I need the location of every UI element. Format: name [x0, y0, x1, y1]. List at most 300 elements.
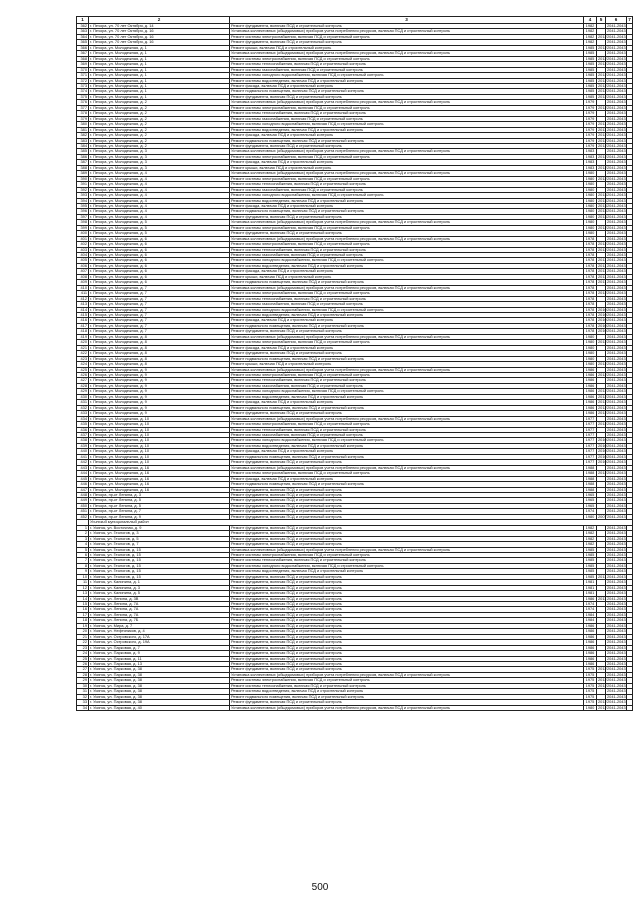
build-year-cell: 1983: [584, 165, 597, 170]
last-repair-year-cell: 2010: [598, 437, 607, 443]
address-cell: г. Печора, ул. Молодежная, д. 3: [89, 154, 230, 159]
work-type-cell: Ремонт системы газоснабжения, включая ПСД и строительный контроль: [230, 187, 584, 192]
build-year-cell: 1975: [584, 689, 597, 694]
address-cell: г. Печора, ул. Молодежная, д. 1: [89, 89, 230, 94]
address-cell: г. Печора, ул. Молодежная, д. 10: [89, 427, 230, 432]
planned-period-cell: 2041-2043: [607, 486, 626, 492]
build-year-cell: 1982: [584, 40, 597, 45]
planned-period-cell: 2041-2043: [607, 208, 626, 214]
build-year-cell: 1978: [584, 280, 597, 285]
build-year-cell: 1986: [584, 400, 597, 405]
work-type-cell: Ремонт фундамента, включая ПСД и строительный контроль: [230, 640, 584, 645]
row-number: 16: [77, 607, 89, 612]
address-cell: г. Печора, пр-кт Ленина, д. 9: [89, 514, 230, 519]
planned-period-cell: 2041-2043: [607, 333, 626, 339]
build-year-cell: 1977: [584, 460, 597, 465]
build-year-cell: 1985: [584, 89, 597, 94]
work-type-cell: Ремонт подвального помещения, включая ПСД и строительный контроль: [230, 405, 584, 410]
last-repair-year-cell: 2007: [598, 513, 607, 519]
row-number: 381: [77, 127, 89, 132]
planned-period-cell: 2041-2043: [607, 126, 626, 132]
address-cell: г. Печора, пр-кт Ленина, д. 7: [89, 509, 230, 514]
planned-period-cell: 2041-2043: [607, 44, 626, 50]
build-year-cell: 1978: [584, 269, 597, 274]
work-type-cell: Ремонт подвального помещения, включая ПСД и строительный контроль: [230, 694, 584, 699]
build-year-cell: 1980: [584, 203, 597, 208]
address-cell: г. Печора, ул. Молодежная, д. 7: [89, 329, 230, 334]
work-type-cell: Ремонт системы газоснабжения, включая ПСД и строительный контроль: [230, 116, 584, 121]
work-type-cell: Ремонт фасада, включая ПСД и строительный контроль: [230, 83, 584, 88]
build-year-cell: 1986: [584, 405, 597, 410]
work-type-cell: Ремонт системы теплоснабжения, включая ПСД и строительный контроль: [230, 62, 584, 67]
row-number: 380: [77, 122, 89, 127]
column-header-2: 2: [89, 17, 230, 24]
address-cell: г. Печора, ул. 70 лет Октября, д. 14: [89, 24, 230, 29]
row-number: 27: [77, 667, 89, 672]
build-year-cell: 1980: [584, 340, 597, 345]
build-year-cell: 1986: [584, 634, 597, 639]
planned-period-cell: 2041-2043: [607, 415, 626, 421]
planned-period-cell: 2041-2043: [607, 693, 626, 699]
last-repair-year-cell: 2012: [598, 82, 607, 88]
build-year-cell: 1979: [584, 116, 597, 121]
capital-repair-table: [76, 16, 633, 711]
build-year-cell: 1980: [584, 176, 597, 181]
row-number: 451: [77, 509, 89, 514]
planned-period-cell: 2041-2043: [607, 590, 626, 596]
row-number: 10: [77, 574, 89, 579]
planned-period-cell: 2041-2043: [607, 268, 626, 274]
row-number: 389: [77, 171, 89, 176]
work-type-cell: Ремонт подвального помещения, включая ПСД и строительный контроль: [230, 138, 584, 143]
row-number: 3: [77, 536, 89, 541]
address-cell: г. Печора, ул. Молодежная, д. 10: [89, 449, 230, 454]
build-year-cell: 1978: [584, 242, 597, 247]
build-year-cell: 1978: [584, 263, 597, 268]
build-year-cell: 1980: [584, 193, 597, 198]
planned-period-cell: 2041-2043: [607, 682, 626, 688]
planned-period-cell: 2041-2043: [607, 121, 626, 127]
planned-period-cell: 2041-2043: [607, 142, 626, 148]
column-header-1: 1: [77, 17, 89, 24]
build-year-cell: 1980: [584, 220, 597, 225]
planned-period-cell: 2041-2043: [607, 382, 626, 388]
row-number: 367: [77, 51, 89, 56]
work-type-cell: Ремонт системы холодного водоснабжения, включая ПСД и строительный контроль: [230, 193, 584, 198]
build-year-cell: 1978: [584, 253, 597, 258]
work-type-cell: Ремонт системы холодного водоснабжения, включая ПСД и строительный контроль: [230, 563, 584, 568]
planned-period-cell: 2041-2043: [607, 230, 626, 236]
row-number: 405: [77, 258, 89, 263]
last-repair-year-cell: 2012: [598, 339, 607, 345]
address-cell: г. Печора, ул. Молодежная, д. 5: [89, 220, 230, 225]
work-type-cell: Ремонт фундамента, включая ПСД и строительный контроль: [230, 574, 584, 579]
address-cell: г. Печора, ул. Молодежная, д. 9: [89, 367, 230, 372]
planned-period-cell: 2041-2043: [607, 617, 626, 623]
build-year-cell: 1977: [584, 416, 597, 421]
build-year-cell: 1979: [584, 133, 597, 138]
address-cell: г. Усинск, ул. Геологов, д. 7: [89, 542, 230, 547]
build-year-cell: 1985: [584, 552, 597, 557]
address-cell: г. Усинск, ул. Геологов, д. 5: [89, 536, 230, 541]
last-repair-year-cell: 2012: [598, 224, 607, 230]
planned-period-cell: 2041-2043: [607, 497, 626, 503]
row-number: 365: [77, 40, 89, 45]
work-type-cell: Установка коллективных (общедомовых) приборов учета потребления ресурсов, включая ПСД и строительный контроль: [230, 547, 584, 552]
planned-period-cell: 2041-2043: [607, 704, 626, 710]
build-year-cell: 1982: [584, 34, 597, 39]
address-cell: г. Усинск, ул. Парковая, д. 40: [89, 705, 230, 710]
planned-period-cell: 2041-2043: [607, 513, 626, 519]
row-number: 449: [77, 498, 89, 503]
row-number: 6: [77, 552, 89, 557]
work-type-cell: Ремонт фундамента, включая ПСД и строительный контроль: [230, 585, 584, 590]
work-type-cell: Установка коллективных (общедомовых) приборов учета потребления ресурсов, включая ПСД и строительный контроль: [230, 171, 584, 176]
build-year-cell: 1977: [584, 432, 597, 437]
row-number: 30: [77, 683, 89, 688]
address-cell: г. Печора, ул. Молодежная, д. 1: [89, 83, 230, 88]
planned-period-cell: 2041-2043: [607, 322, 626, 328]
row-number: 444: [77, 471, 89, 476]
build-year-cell: 1985: [584, 83, 597, 88]
build-year-cell: 1985: [584, 94, 597, 99]
work-type-cell: Ремонт фундамента, включая ПСД и строительный контроль: [230, 509, 584, 514]
address-cell: г. Усинск, ул. Геологов, д. 15: [89, 569, 230, 574]
address-cell: г. Печора, ул. Молодежная, д. 2: [89, 105, 230, 110]
address-cell: г. Печора, ул. Молодежная, д. 4: [89, 193, 230, 198]
row-number: 413: [77, 302, 89, 307]
address-cell: г. Усинск, ул. Парковая, д. 38: [89, 667, 230, 672]
address-cell: г. Усинск, ул. Геологов, д. 3: [89, 531, 230, 536]
work-type-cell: Ремонт фундамента, включая ПСД и строительный контроль: [230, 24, 584, 29]
row-number: 11: [77, 580, 89, 585]
address-cell: г. Печора, ул. Молодежная, д. 1: [89, 78, 230, 83]
build-year-cell: 1980: [584, 514, 597, 519]
last-repair-year-cell: 2012: [598, 666, 607, 672]
address-cell: г. Печора, пр-кт Ленина, д. 5: [89, 503, 230, 508]
build-year-cell: 1982: [584, 525, 597, 530]
planned-period-cell: 2041-2043: [607, 661, 626, 667]
address-cell: г. Печора, ул. Молодежная, д. 4: [89, 176, 230, 181]
planned-period-cell: 2041-2043: [607, 655, 626, 661]
build-year-cell: 1980: [584, 182, 597, 187]
build-year-cell: 1975: [584, 667, 597, 672]
address-cell: г. Печора, ул. Молодежная, д. 7: [89, 323, 230, 328]
work-type-cell: Ремонт системы водоотведения, включая ПСД и строительный контроль: [230, 78, 584, 83]
build-year-cell: 1978: [584, 274, 597, 279]
build-year-cell: 1982: [584, 542, 597, 547]
work-type-cell: Ремонт фундамента, включая ПСД и строительный контроль: [230, 596, 584, 601]
planned-period-cell: 2041-2043: [607, 459, 626, 465]
address-cell: г. Печора, ул. Молодежная, д. 3: [89, 149, 230, 154]
row-number: 440: [77, 449, 89, 454]
address-cell: г. Печора, ул. 70 лет Октября, д. 16: [89, 40, 230, 45]
address-cell: г. Печора, ул. Молодежная, д. 7: [89, 296, 230, 301]
last-repair-year-cell: 2010: [598, 442, 607, 448]
row-number: 396: [77, 209, 89, 214]
last-repair-year-cell: 2012: [598, 175, 607, 181]
address-cell: г. Печора, ул. Молодежная, д. 2: [89, 122, 230, 127]
work-type-cell: Ремонт фундамента, включая ПСД и строительный контроль: [230, 656, 584, 661]
row-number: 391: [77, 182, 89, 187]
address-cell: г. Усинск, ул. Островского, д. 19А: [89, 640, 230, 645]
build-year-cell: 1977: [584, 443, 597, 448]
row-number: 388: [77, 165, 89, 170]
build-year-cell: 1986: [584, 411, 597, 416]
build-year-cell: 1985: [584, 56, 597, 61]
build-year-cell: 1985: [584, 62, 597, 67]
planned-period-cell: 2041-2043: [607, 350, 626, 356]
build-year-cell: 1980: [584, 225, 597, 230]
planned-period-cell: 2041-2043: [607, 491, 626, 497]
address-cell: г. Усинск, ул. Парковая, д. 9: [89, 651, 230, 656]
row-number: 19: [77, 623, 89, 628]
work-type-cell: Ремонт системы холодного водоснабжения, включая ПСД и строительный контроль: [230, 73, 584, 78]
planned-period-cell: 2041-2043: [607, 159, 626, 165]
build-year-cell: 1977: [584, 454, 597, 459]
note-cell: [627, 705, 633, 710]
address-cell: г. Печора, ул. Молодежная, д. 8: [89, 351, 230, 356]
address-cell: г. Печора, ул. Молодежная, д. 16: [89, 482, 230, 487]
work-type-cell: Ремонт фасада, включая ПСД и строительный контроль: [230, 345, 584, 350]
address-cell: г. Печора, ул. Молодежная, д. 16: [89, 476, 230, 481]
work-type-cell: Ремонт фундамента, включая ПСД и строительный контроль: [230, 492, 584, 497]
row-number: 22: [77, 640, 89, 645]
work-type-cell: Ремонт системы электроснабжения, включая ПСД и строительный контроль: [230, 678, 584, 683]
build-year-cell: 1985: [584, 67, 597, 72]
work-type-cell: Ремонт системы электроснабжения, включая ПСД и строительный контроль: [230, 422, 584, 427]
address-cell: г. Печора, ул. Молодежная, д. 1: [89, 45, 230, 50]
row-number: 437: [77, 432, 89, 437]
address-cell: г. Усинск, ул. Геологов, д. 15: [89, 563, 230, 568]
address-cell: г. Печора, ул. Молодежная, д. 10: [89, 438, 230, 443]
work-type-cell: Ремонт системы электроснабжения, включая ПСД и строительный контроль: [230, 56, 584, 61]
planned-period-cell: 2041-2043: [607, 546, 626, 552]
address-cell: г. Печора, ул. Молодежная, д. 1: [89, 67, 230, 72]
row-number: 377: [77, 105, 89, 110]
work-type-cell: Ремонт фундамента, включая ПСД и строительный контроль: [230, 351, 584, 356]
planned-period-cell: 2041-2043: [607, 192, 626, 198]
build-year-cell: 1982: [584, 536, 597, 541]
address-cell: г. Усинск, ул. Восточная, д. 9: [89, 525, 230, 530]
column-header-6: 6: [606, 17, 627, 24]
build-year-cell: 1978: [584, 247, 597, 252]
last-repair-year-cell: 2012: [598, 241, 607, 247]
row-number: 407: [77, 269, 89, 274]
row-number: 439: [77, 443, 89, 448]
work-type-cell: Ремонт фундамента, включая ПСД и строительный контроль: [230, 503, 584, 508]
address-cell: г. Усинск, ул. Парковая, д. 13: [89, 662, 230, 667]
row-number: 401: [77, 236, 89, 241]
planned-period-cell: 2041-2043: [607, 366, 626, 372]
work-type-cell: Ремонт фасада, включая ПСД и строительный контроль: [230, 449, 584, 454]
planned-period-cell: 2041-2043: [607, 448, 626, 454]
planned-period-cell: 2041-2043: [607, 677, 626, 683]
planned-period-cell: 2041-2043: [607, 72, 626, 78]
build-year-cell: 1985: [584, 45, 597, 50]
build-year-cell: 1980: [584, 362, 597, 367]
build-year-cell: 1975: [584, 672, 597, 677]
address-cell: г. Печора, ул. Молодежная, д. 8: [89, 362, 230, 367]
row-number: 421: [77, 345, 89, 350]
work-type-cell: Ремонт системы водоотведения, включая ПСД и строительный контроль: [230, 569, 584, 574]
address-cell: г. Печора, ул. Молодежная, д. 3: [89, 160, 230, 165]
row-number: 411: [77, 291, 89, 296]
build-year-cell: 1978: [584, 302, 597, 307]
planned-period-cell: 2041-2043: [607, 421, 626, 427]
planned-period-cell: 2041-2043: [607, 61, 626, 67]
row-number: 426: [77, 373, 89, 378]
planned-period-cell: 2041-2043: [607, 442, 626, 448]
row-number: 374: [77, 89, 89, 94]
build-year-cell: 1965: [584, 498, 597, 503]
row-number: 24: [77, 651, 89, 656]
row-number: 424: [77, 362, 89, 367]
planned-period-cell: 2041-2043: [607, 175, 626, 181]
planned-period-cell: 2041-2043: [607, 622, 626, 628]
work-type-cell: Ремонт системы водоотведения, включая ПСД и строительный контроль: [230, 127, 584, 132]
address-cell: г. Печора, ул. Молодежная, д. 4: [89, 198, 230, 203]
address-cell: г. Печора, ул. Молодежная, д. 9: [89, 405, 230, 410]
last-repair-year-cell: 2011: [598, 595, 607, 601]
row-number: 370: [77, 67, 89, 72]
work-type-cell: Ремонт подвального помещения, включая ПСД и строительный контроль: [230, 89, 584, 94]
address-cell: г. Печора, ул. Молодежная, д. 4: [89, 209, 230, 214]
row-number: 2: [77, 531, 89, 536]
row-number: 33: [77, 700, 89, 705]
build-year-cell: 1983: [584, 149, 597, 154]
planned-period-cell: 2041-2043: [607, 241, 626, 247]
row-number: 414: [77, 307, 89, 312]
last-repair-year-cell: 2012: [598, 682, 607, 688]
planned-period-cell: 2041-2043: [607, 377, 626, 383]
work-type-cell: Ремонт фундамента, включая ПСД и строительный контроль: [230, 629, 584, 634]
build-year-cell: 1981: [584, 591, 597, 596]
build-year-cell: 1985: [584, 547, 597, 552]
build-year-cell: 1978: [584, 291, 597, 296]
row-number: 417: [77, 323, 89, 328]
planned-period-cell: 2041-2043: [607, 393, 626, 399]
row-number: 21: [77, 634, 89, 639]
work-type-cell: Ремонт фундамента, включая ПСД и строительный контроль: [230, 460, 584, 465]
row-number: 390: [77, 176, 89, 181]
planned-period-cell: 2041-2043: [607, 426, 626, 432]
address-cell: г. Усинск, ул. Парковая, д. 38: [89, 683, 230, 688]
address-cell: г. Усинск, ул. Ленина, д. 7А: [89, 602, 230, 607]
planned-period-cell: 2041-2043: [607, 431, 626, 437]
build-year-cell: 1984: [584, 618, 597, 623]
work-type-cell: Ремонт системы водоотведения, включая ПСД и строительный контроль: [230, 198, 584, 203]
row-number: 402: [77, 242, 89, 247]
last-repair-year-cell: 2010: [598, 459, 607, 465]
work-type-cell: Ремонт фундамента, включая ПСД и строительный контроль: [230, 94, 584, 99]
table-body: [77, 24, 633, 711]
planned-period-cell: 2041-2043: [607, 39, 626, 45]
row-number: 447: [77, 487, 89, 492]
row-number: 379: [77, 116, 89, 121]
address-cell: г. Усинск, ул. Ленина, д. 7А: [89, 612, 230, 617]
planned-period-cell: 2041-2043: [607, 262, 626, 268]
address-cell: г. Печора, ул. Молодежная, д. 9: [89, 394, 230, 399]
work-type-cell: Ремонт фундамента, включая ПСД и строительный контроль: [230, 618, 584, 623]
address-cell: г. Печора, ул. Молодежная, д. 3: [89, 165, 230, 170]
planned-period-cell: 2041-2043: [607, 595, 626, 601]
address-cell: г. Печора, ул. Молодежная, д. 2: [89, 133, 230, 138]
last-repair-year-cell: 2012: [598, 290, 607, 296]
row-number: 425: [77, 367, 89, 372]
build-year-cell: 1978: [584, 307, 597, 312]
row-number: 14: [77, 596, 89, 601]
row-number: 442: [77, 460, 89, 465]
planned-period-cell: 2041-2043: [607, 301, 626, 307]
column-header-5: 5: [597, 17, 606, 24]
planned-period-cell: 2041-2043: [607, 339, 626, 345]
row-number: 378: [77, 111, 89, 116]
row-number: 364: [77, 34, 89, 39]
planned-period-cell: 2041-2043: [607, 110, 626, 116]
work-type-cell: Ремонт крыши, включая ПСД и строительный контроль: [230, 165, 584, 170]
build-year-cell: 1985: [584, 78, 597, 83]
planned-period-cell: 2041-2043: [607, 137, 626, 143]
work-type-cell: Ремонт системы теплоснабжения, включая ПСД и строительный контроль: [230, 427, 584, 432]
address-cell: г. Усинск, ул. Парковая, д. 38: [89, 694, 230, 699]
last-repair-year-cell: 2012: [598, 164, 607, 170]
last-repair-year-cell: 2013: [598, 213, 607, 219]
build-year-cell: 1980: [584, 351, 597, 356]
planned-period-cell: 2041-2043: [607, 88, 626, 94]
last-repair-year-cell: 2011: [598, 268, 607, 274]
last-repair-year-cell: 2012: [598, 33, 607, 39]
row-number: 4: [77, 542, 89, 547]
build-year-cell: 1974: [584, 509, 597, 514]
build-year-cell: 1977: [584, 422, 597, 427]
work-type-cell: Ремонт системы газоснабжения, включая ПСД и строительный контроль: [230, 67, 584, 72]
work-type-cell: Ремонт системы электроснабжения, включая ПСД и строительный контроль: [230, 471, 584, 476]
address-cell: г. Печора, ул. Молодежная, д. 16: [89, 465, 230, 470]
row-number: 404: [77, 253, 89, 258]
planned-period-cell: 2041-2043: [607, 224, 626, 230]
build-year-cell: 1978: [584, 313, 597, 318]
work-type-cell: Ремонт системы электроснабжения, включая ПСД и строительный контроль: [230, 105, 584, 110]
work-type-cell: Ремонт системы теплоснабжения, включая ПСД и строительный контроль: [230, 683, 584, 688]
work-type-cell: Ремонт фундамента, включая ПСД и строительный контроль: [230, 514, 584, 519]
row-number: 434: [77, 416, 89, 421]
build-year-cell: 1985: [584, 563, 597, 568]
last-repair-year-cell: 2013: [598, 202, 607, 208]
build-year-cell: 1980: [584, 231, 597, 236]
build-year-cell: 1979: [584, 127, 597, 132]
address-cell: г. Усинск, ул. Геологов, д. 15: [89, 552, 230, 557]
work-type-cell: Ремонт крыши, включая ПСД и строительный контроль: [230, 362, 584, 367]
planned-period-cell: 2041-2043: [607, 55, 626, 61]
row-number: 419: [77, 334, 89, 339]
build-year-cell: 1980: [584, 171, 597, 176]
planned-period-cell: 2041-2043: [607, 257, 626, 263]
work-type-cell: Ремонт подвального помещения, включая ПСД и строительный контроль: [230, 209, 584, 214]
row-number: 422: [77, 351, 89, 356]
planned-period-cell: 2041-2043: [607, 82, 626, 88]
work-type-cell: Ремонт системы холодного водоснабжения, включая ПСД и строительный контроль: [230, 438, 584, 443]
address-cell: г. Печора, ул. Молодежная, д. 4: [89, 203, 230, 208]
row-number: 427: [77, 378, 89, 383]
row-number: 26: [77, 662, 89, 667]
address-cell: г. Усинск, ул. Ленина, д. 3В: [89, 596, 230, 601]
work-type-cell: Ремонт системы холодного водоснабжения, включая ПСД и строительный контроль: [230, 307, 584, 312]
address-cell: г. Печора, ул. Молодежная, д. 1: [89, 51, 230, 56]
address-cell: г. Усинск, ул. Ленина, д. 7А: [89, 607, 230, 612]
planned-period-cell: 2041-2043: [607, 372, 626, 377]
last-repair-year-cell: 2010: [598, 306, 607, 312]
